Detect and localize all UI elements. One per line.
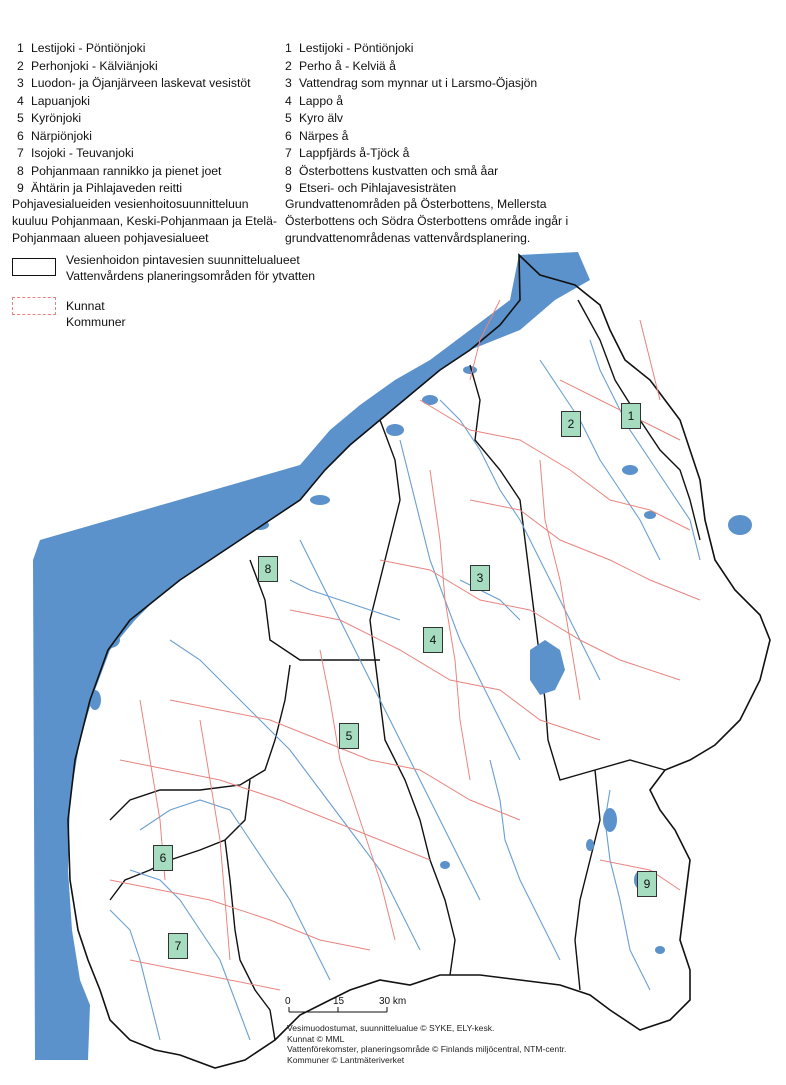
legend-row: [285, 145, 537, 163]
credit-line: Kommuner © Lantmäteriverket: [287, 1054, 405, 1065]
planning-area-legend-fi: Vesienhoidon pintavesien suunnittelualueet: [66, 253, 300, 267]
legend-number: 3: [285, 76, 292, 90]
area-label-6: 6: [153, 845, 173, 871]
legend-number: 4: [17, 93, 24, 108]
area-label-9: 9: [637, 871, 657, 897]
rivers: [110, 340, 700, 1040]
legend-row: [285, 110, 537, 128]
municipality-legend-fi: Kunnat: [66, 299, 105, 313]
legend-row: [17, 128, 251, 146]
area-label-1: 1: [621, 403, 641, 429]
legend-number: 8: [285, 163, 292, 178]
area-label-5: 5: [339, 723, 359, 749]
credit-line: Vesimuodostumat, suunnittelualue © SYKE, ELY-kesk.: [287, 1023, 495, 1033]
note-fi: Pohjavesialueiden vesienhoitosuunnitteluun kuuluu Pohjanmaan, Keski-Pohjanmaan ja Etelä-Pohjanmaan alueen pohjavesialueet: [12, 197, 277, 245]
legend-name: Österbottens kustvatten och små åar: [299, 163, 499, 178]
scale-label-30: 30 km: [379, 996, 407, 1007]
legend-name: Luodon- ja Öjanjärveen laskevat vesistöt: [31, 76, 251, 90]
planning-area-legend: [66, 252, 315, 284]
legend-row: [285, 128, 537, 146]
legend-row: [285, 58, 537, 76]
legend-name: Närpiönjoki: [31, 128, 92, 143]
legend-number: 1: [17, 41, 24, 55]
area-boundaries: [110, 300, 700, 1040]
legend-sv: [285, 40, 537, 198]
area-label-3: 3: [470, 565, 490, 591]
legend-name: Lappo å: [299, 93, 344, 108]
legend-number: 8: [17, 163, 24, 178]
legend-row: [17, 58, 251, 76]
legend-name: Lapuanjoki: [31, 93, 90, 108]
legend-name: Ähtärin ja Pihlajaveden reitti: [31, 181, 183, 195]
legend-number: 4: [285, 93, 292, 108]
legend-number: 6: [285, 128, 292, 143]
credit-line: Kunnat © MML: [287, 1033, 345, 1044]
legend-name: Lestijoki - Pöntiönjoki: [31, 41, 146, 55]
legend-number: 9: [17, 181, 24, 195]
area-label-7: 7: [168, 933, 188, 959]
legend-name: Lestijoki - Pöntiönjoki: [299, 41, 414, 55]
legend-row: [285, 40, 537, 58]
scale-label-15: 15: [333, 996, 345, 1007]
legend-number: 3: [17, 76, 24, 90]
legend-row: [17, 93, 251, 111]
lakes: [440, 465, 752, 954]
legend-row: [17, 163, 251, 181]
legend-row: [285, 180, 537, 198]
legend-name: Lappfjärds å-Tjöck å: [299, 146, 410, 160]
planning-area-legend-sv: Vattenvårdens planeringsområden för ytvatten: [66, 269, 316, 283]
legend-number: 2: [285, 58, 292, 73]
area-label-2: 2: [561, 411, 581, 437]
legend-row: [17, 180, 251, 198]
municipality-swatch: [12, 297, 56, 315]
legend-row: [17, 145, 251, 163]
municipality-legend: [66, 298, 126, 330]
legend-row: [285, 163, 537, 181]
scale-label-0: 0: [285, 996, 291, 1007]
legend-number: 9: [285, 181, 292, 195]
area-label-4: 4: [423, 627, 443, 653]
legend-number: 6: [17, 128, 24, 143]
legend-number: 7: [17, 146, 24, 160]
legend-number: 5: [285, 111, 292, 125]
legend-name: Vattendrag som mynnar ut i Larsmo-Öjasjön: [299, 76, 538, 90]
sea-area: [33, 252, 590, 1060]
legend-name: Perhonjoki - Kälviänjoki: [31, 58, 158, 73]
legend-number: 7: [285, 146, 292, 160]
credits: [287, 1023, 566, 1065]
scale-bar: [289, 1007, 387, 1012]
legend-fi: [17, 40, 251, 198]
legend-name: Kyrönjoki: [31, 111, 82, 125]
legend-name: Kyro älv: [299, 111, 344, 125]
legend-row: [285, 75, 537, 93]
legend-name: Perho å - Kelviä å: [299, 58, 396, 73]
legend-name: Isojoki - Teuvanjoki: [31, 146, 134, 160]
note-sv: Grundvattenområden på Österbottens, Mellersta Österbottens och Södra Österbottens område ingår i grundvattenområdenas vattenvårdsplanering.: [285, 197, 569, 245]
area-label-8: 8: [258, 556, 278, 582]
planning-area-swatch: [12, 258, 56, 276]
legend-name: Pohjanmaan rannikko ja pienet joet: [31, 163, 222, 178]
legend-row: [17, 110, 251, 128]
legend-row: [17, 75, 251, 93]
legend-number: 2: [17, 58, 24, 73]
municipality-legend-sv: Kommuner: [66, 315, 126, 329]
credit-line: Vattenförekomster, planeringsområde © Finlands miljöcentral, NTM-centr.: [287, 1044, 567, 1055]
legend-row: [285, 93, 537, 111]
legend-number: 5: [17, 111, 24, 125]
municipality-borders: [110, 300, 700, 990]
legend-name: Närpes å: [299, 128, 349, 143]
legend-number: 1: [285, 41, 292, 55]
legend-name: Etseri- och Pihlajavesisträten: [299, 181, 457, 195]
legend-row: [17, 40, 251, 58]
